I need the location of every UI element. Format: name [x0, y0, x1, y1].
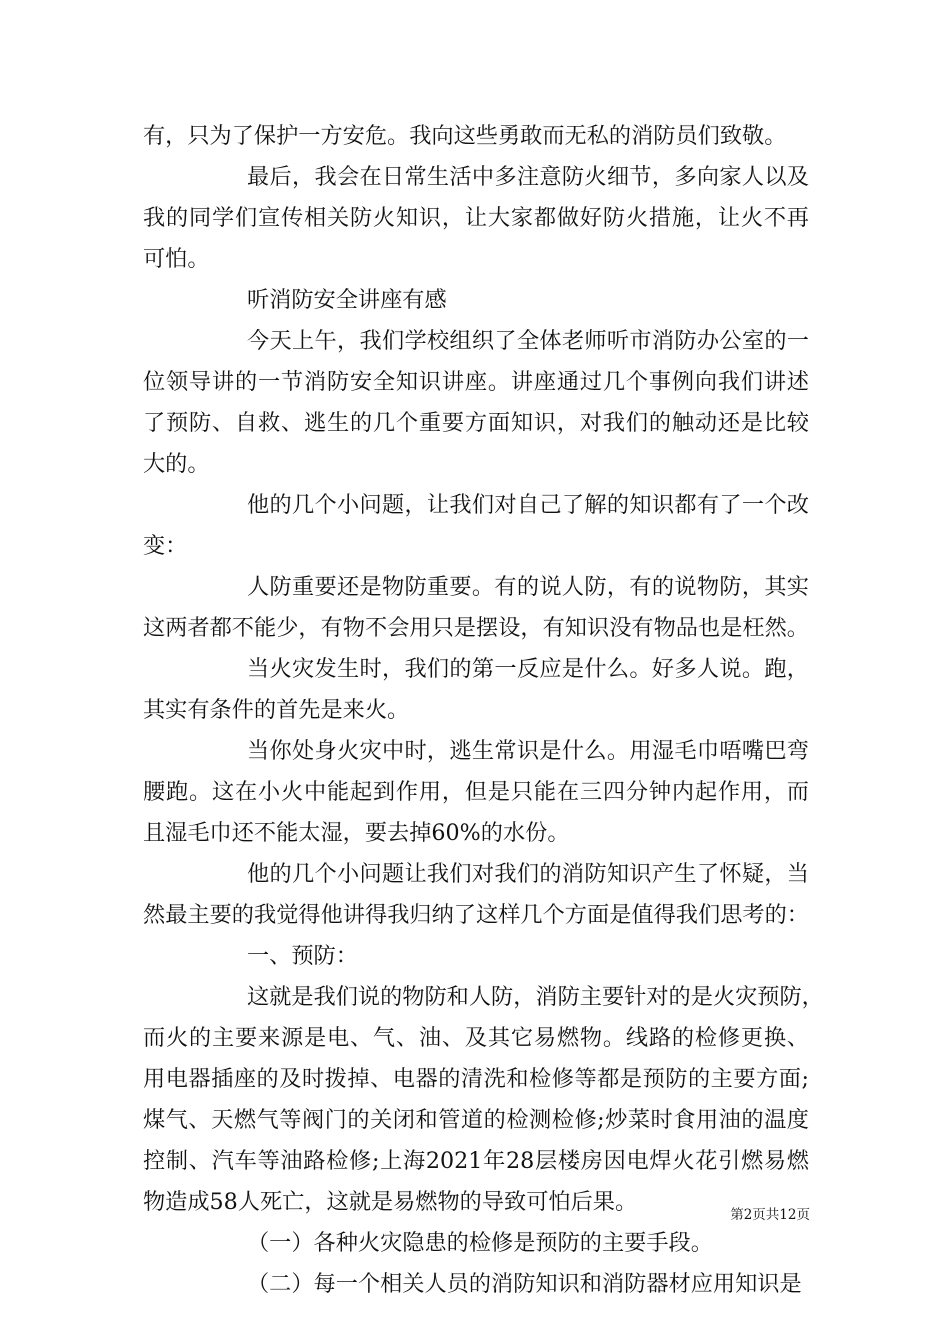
- text-line: 且湿毛巾还不能太湿，要去掉60%的水份。: [143, 820, 570, 846]
- sub-heading: （二）每一个相关人员的消防知识和消防器材应用知识是: [247, 1271, 802, 1297]
- text-line: 有，只为了保护一方安危。我向这些勇敢而无私的消防员们致敬。: [143, 123, 787, 149]
- document-body: [143, 116, 824, 1305]
- text-line: 今天上午，我们学校组织了全体老师听市消防办公室的一: [247, 328, 809, 354]
- text-line: 腰跑。这在小火中能起到作用，但是只能在三四分钟内起作用，而: [143, 779, 809, 805]
- text-line: 最后，我会在日常生活中多注意防火细节，多向家人以及: [247, 164, 809, 190]
- text-line: 了预防、自救、逃生的几个重要方面知识，对我们的触动还是比较: [143, 410, 809, 436]
- text-line: 变：: [143, 533, 188, 559]
- text-line: 物造成58人死亡，这就是易燃物的导致可怕后果。: [143, 1189, 638, 1215]
- text-line: 控制、汽车等油路检修;上海2021年28层楼房因电焊火花引燃易燃: [143, 1148, 809, 1174]
- text-line: 然最主要的我觉得他讲得我归纳了这样几个方面是值得我们思考的：: [143, 902, 809, 928]
- text-line: 人防重要还是物防重要。有的说人防，有的说物防，其实: [247, 574, 809, 600]
- text-line: 他的几个小问题让我们对我们的消防知识产生了怀疑，当: [247, 861, 809, 887]
- text-line: 而火的主要来源是电、气、油、及其它易燃物。线路的检修更换、: [143, 1025, 809, 1051]
- text-line: 煤气、天燃气等阀门的关闭和管道的检测检修;炒菜时食用油的温度: [143, 1107, 809, 1133]
- text-line: 这就是我们说的物防和人防，消防主要针对的是火灾预防，: [247, 984, 824, 1010]
- section-title: 听消防安全讲座有感: [247, 287, 447, 313]
- section-heading: 一、预防：: [247, 943, 358, 969]
- text-line: 可怕。: [143, 246, 210, 272]
- text-line: 位领导讲的一节消防安全知识讲座。讲座通过几个事例向我们讲述: [143, 369, 809, 395]
- text-line: 他的几个小问题，让我们对自己了解的知识都有了一个改: [247, 492, 809, 518]
- text-line: 其实有条件的首先是来火。: [143, 697, 410, 723]
- text-line: 大的。: [143, 451, 210, 477]
- page-number: 第2页共12页: [730, 1207, 810, 1223]
- text-line: 当你处身火灾中时，逃生常识是什么。用湿毛巾唔嘴巴弯: [247, 738, 809, 764]
- text-line: 我的同学们宣传相关防火知识，让大家都做好防火措施，让火不再: [143, 205, 809, 231]
- text-line: 用电器插座的及时拨掉、电器的清洗和检修等都是预防的主要方面;: [143, 1066, 809, 1092]
- text-line: 当火灾发生时，我们的第一反应是什么。好多人说。跑，: [247, 656, 809, 682]
- text-line: 这两者都不能少，有物不会用只是摆设，有知识没有物品也是枉然。: [143, 615, 809, 641]
- sub-heading: （一）各种火灾隐患的检修是预防的主要手段。: [247, 1230, 713, 1256]
